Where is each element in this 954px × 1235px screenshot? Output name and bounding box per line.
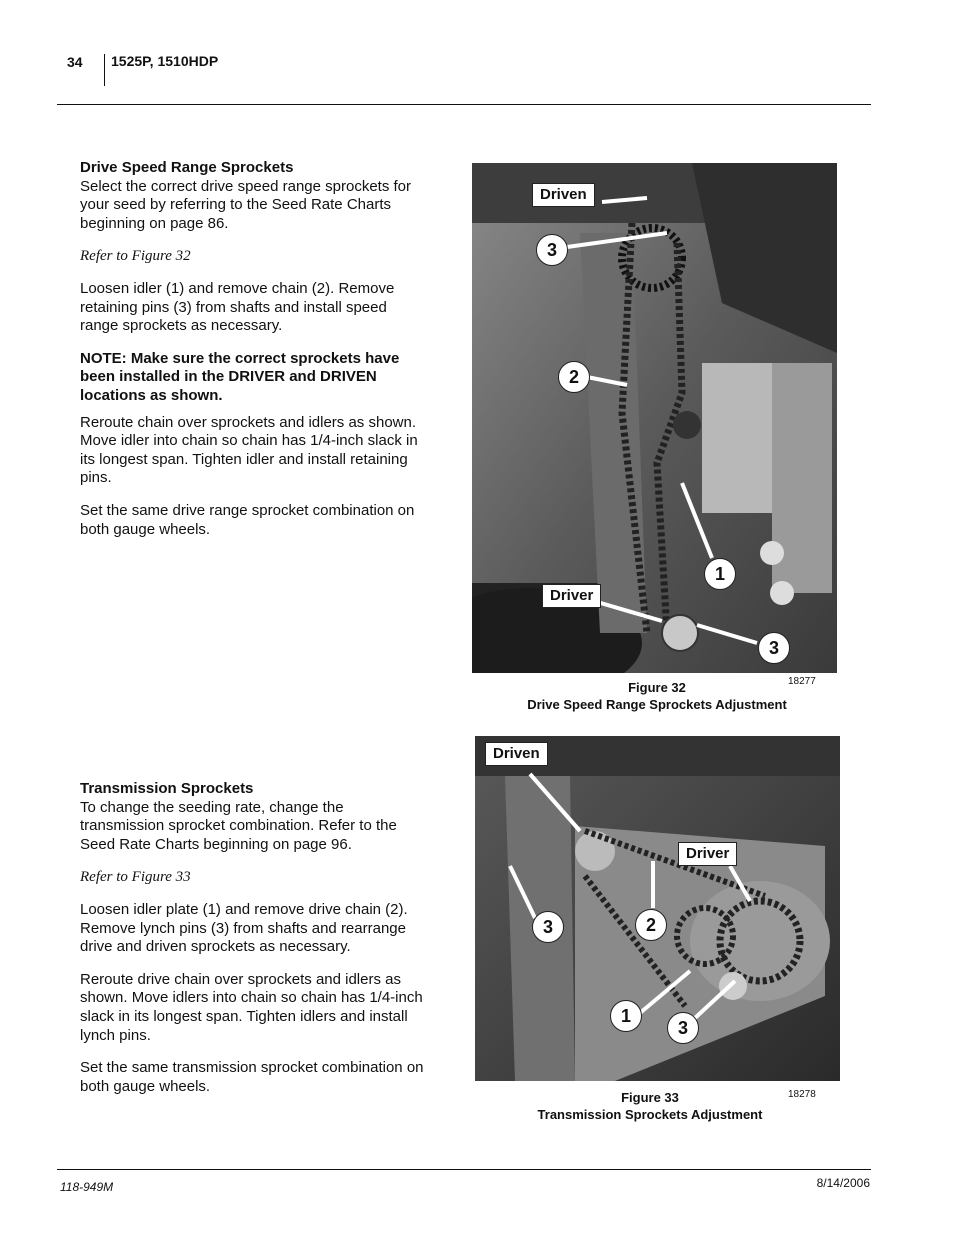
figure-33-photo	[475, 736, 840, 1081]
figure-callout-2: 2	[558, 361, 590, 393]
footer-rule	[57, 1169, 871, 1170]
document-date: 8/14/2006	[816, 1176, 870, 1190]
caption-number: Figure 32	[628, 680, 686, 695]
figure-label-driven: Driven	[485, 742, 548, 766]
section-title: Drive Speed Range Sprockets	[80, 159, 294, 176]
paragraph: Set the same drive range sprocket combination on both gauge wheels.	[80, 501, 415, 538]
figure-callout-3: 3	[532, 911, 564, 943]
document-number: 118-949M	[60, 1180, 114, 1194]
paragraph: Reroute drive chain over sprockets and idlers as shown. Move idlers into chain so chain has 1/4-inch slack in its longest span. Tighten idlers and install lynch pins.	[80, 970, 423, 1044]
section-transmission	[80, 780, 425, 1096]
figure-32-caption	[472, 679, 842, 713]
figure-image-number: 18277	[788, 676, 816, 687]
figure-33-caption	[475, 1089, 825, 1123]
paragraph: Loosen idler (1) and remove chain (2). Remove retaining pins (3) from shafts and install speed range sprockets as necessary.	[80, 279, 395, 335]
paragraph: To change the seeding rate, change the transmission sprocket combination. Refer to the Seed Rate Charts beginning on page 96.	[80, 798, 397, 853]
model-title: 1525P, 1510HDP	[111, 53, 219, 69]
figure-reference: Refer to Figure 33	[80, 869, 191, 886]
caption-number: Figure 33	[621, 1090, 679, 1105]
note: NOTE: Make sure the correct sprockets have been installed in the DRIVER and DRIVEN locations as shown.	[80, 349, 400, 404]
figure-callout-3: 3	[536, 234, 568, 266]
figure-callout-1: 1	[704, 558, 736, 590]
paragraph: Select the correct drive speed range sprockets for your seed by referring to the Seed Rate Charts beginning on page 86.	[80, 177, 411, 232]
figure-callout-3: 3	[758, 632, 790, 664]
paragraph: Reroute chain over sprockets and idlers as shown. Move idler into chain so chain has 1/4-inch slack in its longest span. Tighten idler and install retaining pins.	[80, 413, 418, 487]
section-drive-speed	[80, 159, 425, 539]
figure-label-driver: Driver	[542, 584, 601, 608]
figure-label-driven: Driven	[532, 183, 595, 207]
header-rule	[57, 104, 871, 105]
figure-image-number: 18278	[788, 1089, 816, 1100]
caption-title: Drive Speed Range Sprockets Adjustment	[527, 697, 787, 712]
page-number: 34	[67, 54, 83, 70]
figure-callout-3: 3	[667, 1012, 699, 1044]
caption-title: Transmission Sprockets Adjustment	[537, 1107, 763, 1122]
figure-callout-1: 1	[610, 1000, 642, 1032]
figure-label-driver: Driver	[678, 842, 737, 866]
header-divider	[104, 54, 105, 86]
section-title: Transmission Sprockets	[80, 780, 254, 797]
figure-reference: Refer to Figure 32	[80, 248, 191, 265]
figure-32-photo	[472, 163, 837, 673]
paragraph: Set the same transmission sprocket combination on both gauge wheels.	[80, 1059, 424, 1095]
paragraph: Loosen idler plate (1) and remove drive chain (2). Remove lynch pins (3) from shafts and rearrange drive and driven sprockets as necessary.	[80, 900, 408, 956]
figure-callout-2: 2	[635, 909, 667, 941]
